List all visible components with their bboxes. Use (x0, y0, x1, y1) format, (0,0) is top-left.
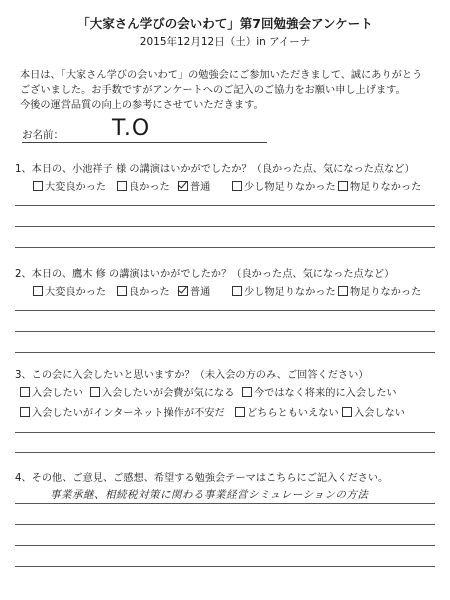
checkbox[interactable] (232, 286, 242, 296)
checkbox[interactable] (338, 181, 348, 191)
question-3: 3、この会に入会したいと思いますか？（未入会の方のみ、ご回答ください） (15, 370, 369, 381)
question-2: 2、本日の、鷹木 修 の講演はいかがでしたか？（良かった点、気になった点など） (15, 269, 395, 280)
intro-line-2: ございました。お手数ですがアンケートへのご記入のご協力をお願い申し上げます。 (20, 85, 406, 96)
q3-option-join-fee-concern[interactable]: 入会したいが会費が気になる (90, 384, 234, 399)
q1-option-good[interactable]: 良かった (117, 178, 170, 193)
checkbox[interactable] (33, 181, 43, 191)
question-4: 4、その他、ご意見、ご感想、希望する勉強会テーマはこちらにご記入ください。 (15, 473, 389, 484)
checkbox[interactable] (90, 387, 100, 397)
checkbox-checked[interactable] (178, 181, 188, 191)
q4-answer-line[interactable] (15, 503, 435, 504)
name-field[interactable]: T.O (112, 116, 151, 141)
checkbox[interactable] (117, 286, 127, 296)
checkbox[interactable] (20, 407, 30, 417)
q2-option-very-good[interactable]: 大変良かった (33, 283, 106, 298)
q3-option-join[interactable]: 入会したい (20, 384, 83, 399)
checkbox[interactable] (235, 407, 245, 417)
q4-answer-line[interactable] (15, 545, 435, 546)
checkbox[interactable] (33, 286, 43, 296)
intro-line-3: 今後の運営品質の向上の参考にさせていただきます。 (20, 100, 264, 111)
checkbox[interactable] (242, 387, 252, 397)
q3-option-join-internet-concern[interactable]: 入会したいがインターネット操作が不安だ (20, 404, 225, 419)
q3-answer-line[interactable] (15, 432, 435, 433)
q3-answer-line[interactable] (15, 452, 435, 453)
q1-answer-line[interactable] (15, 247, 435, 248)
form-title: 「大家さん学びの会いわて」第7回勉強会アンケート (77, 16, 373, 31)
q2-option-good[interactable]: 良かった (117, 283, 170, 298)
name-underline (22, 142, 267, 143)
q1-option-very-good[interactable]: 大変良かった (33, 178, 106, 193)
intro-line-1: 本日は、「大家さん学びの会いわて」の勉強会にご参加いただきまして、誠にありがとう (20, 70, 423, 81)
q2-answer-line[interactable] (15, 352, 435, 353)
q4-answer-line[interactable] (15, 566, 435, 567)
question-1: 1、本日の、小池祥子 様 の講演はいかがでしたか？（良かった点、気になった点など） (15, 164, 415, 175)
form-date-venue: 2015年12月12日（土）in アイーナ (139, 36, 311, 48)
checkbox-checked[interactable] (178, 286, 188, 296)
q1-answer-line[interactable] (15, 205, 435, 206)
q2-option-slightly-lacking[interactable]: 少し物足りなかった (232, 283, 336, 298)
q3-option-undecided[interactable]: どちらともいえない (235, 404, 339, 419)
q3-option-not-join[interactable]: 入会しない (342, 404, 405, 419)
q4-answer-line[interactable] (15, 524, 435, 525)
checkbox[interactable] (117, 181, 127, 191)
name-label: お名前： (22, 129, 64, 141)
q2-option-lacking[interactable]: 物足りなかった (338, 283, 421, 298)
q1-option-average[interactable]: 普通 (178, 178, 210, 193)
q4-handwritten-answer: 事業承継、相続税対策に関わる事業経営シミュレーションの方法 (50, 489, 369, 501)
q3-option-join-later[interactable]: 今ではなく将来的に入会したい (242, 384, 397, 399)
q1-option-slightly-lacking[interactable]: 少し物足りなかった (232, 178, 336, 193)
checkbox[interactable] (342, 407, 352, 417)
q2-answer-line[interactable] (15, 310, 435, 311)
checkbox[interactable] (338, 286, 348, 296)
checkbox[interactable] (232, 181, 242, 191)
q1-answer-line[interactable] (15, 226, 435, 227)
q2-option-average[interactable]: 普通 (178, 283, 210, 298)
checkbox[interactable] (20, 387, 30, 397)
q2-answer-line[interactable] (15, 331, 435, 332)
q1-option-lacking[interactable]: 物足りなかった (338, 178, 421, 193)
